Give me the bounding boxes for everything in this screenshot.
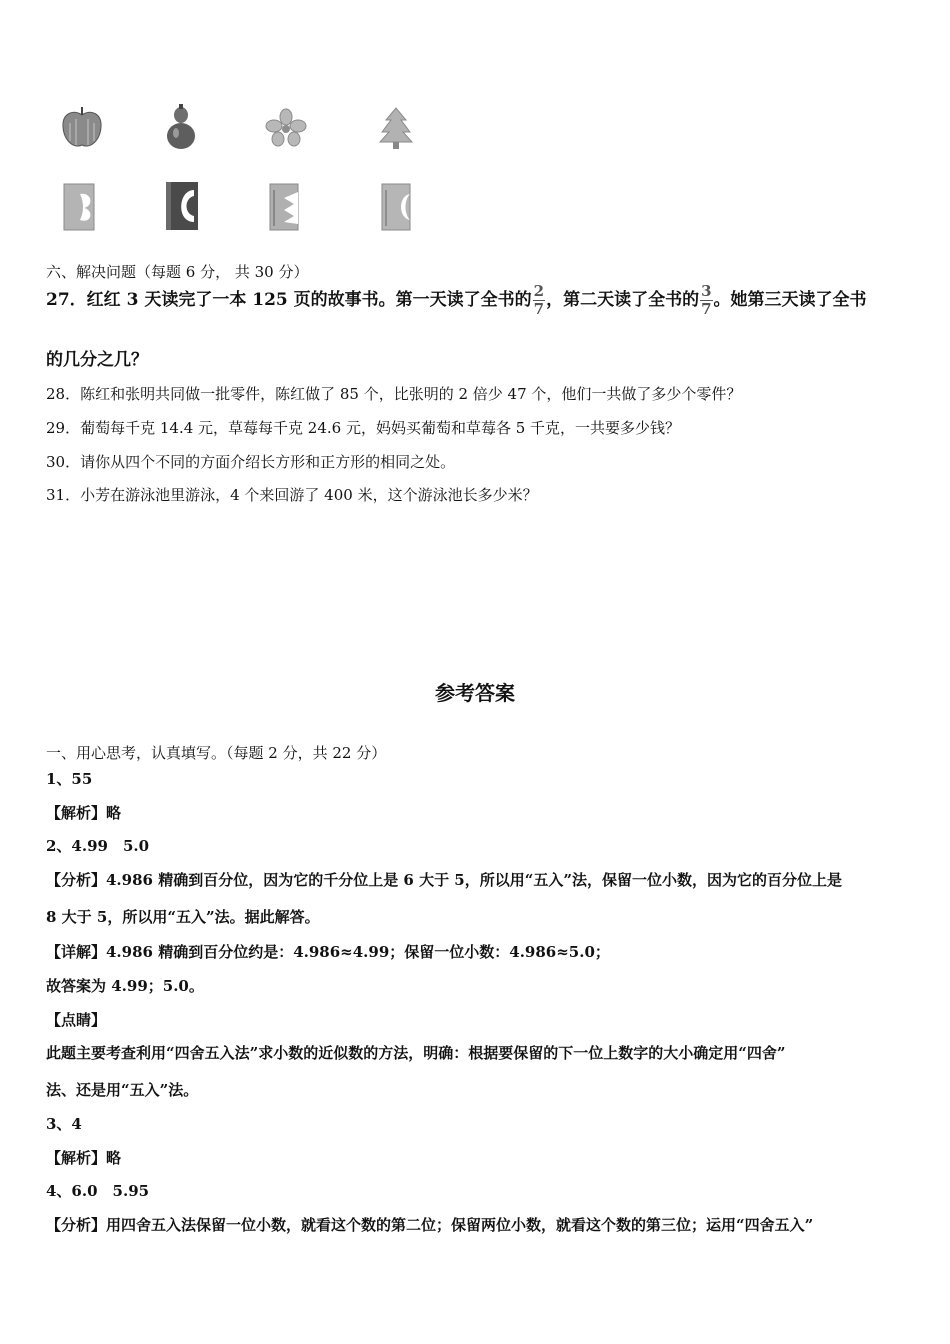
fraction-two-sevenths: $\frac{2}{7}$ xyxy=(533,282,545,318)
cutout-c-icon xyxy=(164,180,202,232)
answer-line: 故答案为 4.99；5.0。 xyxy=(46,977,204,995)
answers-title: 参考答案 xyxy=(435,681,515,705)
answer-line: 【详解】4.986 精确到百分位约是：4.986≈4.99；保留一位小数：4.986≈5.0； xyxy=(46,943,610,961)
q27-text-3: 。她第三天读了全书 xyxy=(713,290,867,310)
gourd-icon xyxy=(164,103,198,151)
cutout-e-leaf-icon xyxy=(62,182,98,232)
question-27 xyxy=(46,284,867,317)
question-27-line2: 的几分之几？ xyxy=(46,350,148,370)
question-31: 31．小芳在游泳池里游泳，4 个来回游了 400 米，这个游泳池长多少米？ xyxy=(46,486,538,504)
answers-section-heading: 一、用心思考，认真填写。（每题 2 分，共 22 分） xyxy=(46,744,387,762)
section-heading: 六、解决问题（每题 6 分， 共 30 分） xyxy=(46,263,309,281)
answer-line: 3、4 xyxy=(46,1115,82,1133)
answer-line: 【点睛】 xyxy=(46,1011,107,1029)
question-29: 29．葡萄每千克 14.4 元，草莓每千克 24.6 元，妈妈买葡萄和草莓各 5 千克，一共要多少钱？ xyxy=(46,419,681,437)
cutout-e-zigzag-icon xyxy=(268,182,302,232)
answer-line: 【解析】略 xyxy=(46,804,122,822)
answer-line: 此题主要考查利用“四舍五入法”求小数的近似数的方法，明确：根据要保留的下一位上数字的大小确定用“四舍” xyxy=(46,1044,786,1062)
flower-icon xyxy=(264,108,308,148)
fraction-three-sevenths: $\frac{3}{7}$ xyxy=(701,282,712,318)
answer-line: 4、6.0 5.95 xyxy=(46,1182,150,1200)
apple-icon xyxy=(60,105,104,151)
answer-line: 2、4.99 5.0 xyxy=(46,837,150,855)
answer-line: 8 大于 5，所以用“五入”法。据此解答。 xyxy=(46,908,320,926)
answer-line: 【分析】4.986 精确到百分位，因为它的千分位上是 6 大于 5，所以用“五入”法，保留一位小数，因为它的百分位上是 xyxy=(46,871,842,889)
q27-text-2: ，第二天读了全书的 xyxy=(546,290,700,310)
q27-text-1: 27．红红 3 天读完了一本 125 页的故事书。第一天读了全书的 xyxy=(46,290,532,310)
cutout-moon-icon xyxy=(380,182,414,232)
answer-line: 【解析】略 xyxy=(46,1149,122,1167)
answer-line: 法、还是用“五入”法。 xyxy=(46,1081,199,1099)
answer-line: 1、55 xyxy=(46,770,93,788)
answer-line: 【分析】用四舍五入法保留一位小数，就看这个数的第二位；保留两位小数，就看这个数的第三位；运用“四舍五入” xyxy=(46,1216,814,1234)
tree-icon xyxy=(378,106,414,150)
question-30: 30．请你从四个不同的方面介绍长方形和正方形的相同之处。 xyxy=(46,453,456,471)
question-28: 28．陈红和张明共同做一批零件，陈红做了 85 个，比张明的 2 倍少 47 个，他们一共做了多少个零件？ xyxy=(46,385,742,403)
